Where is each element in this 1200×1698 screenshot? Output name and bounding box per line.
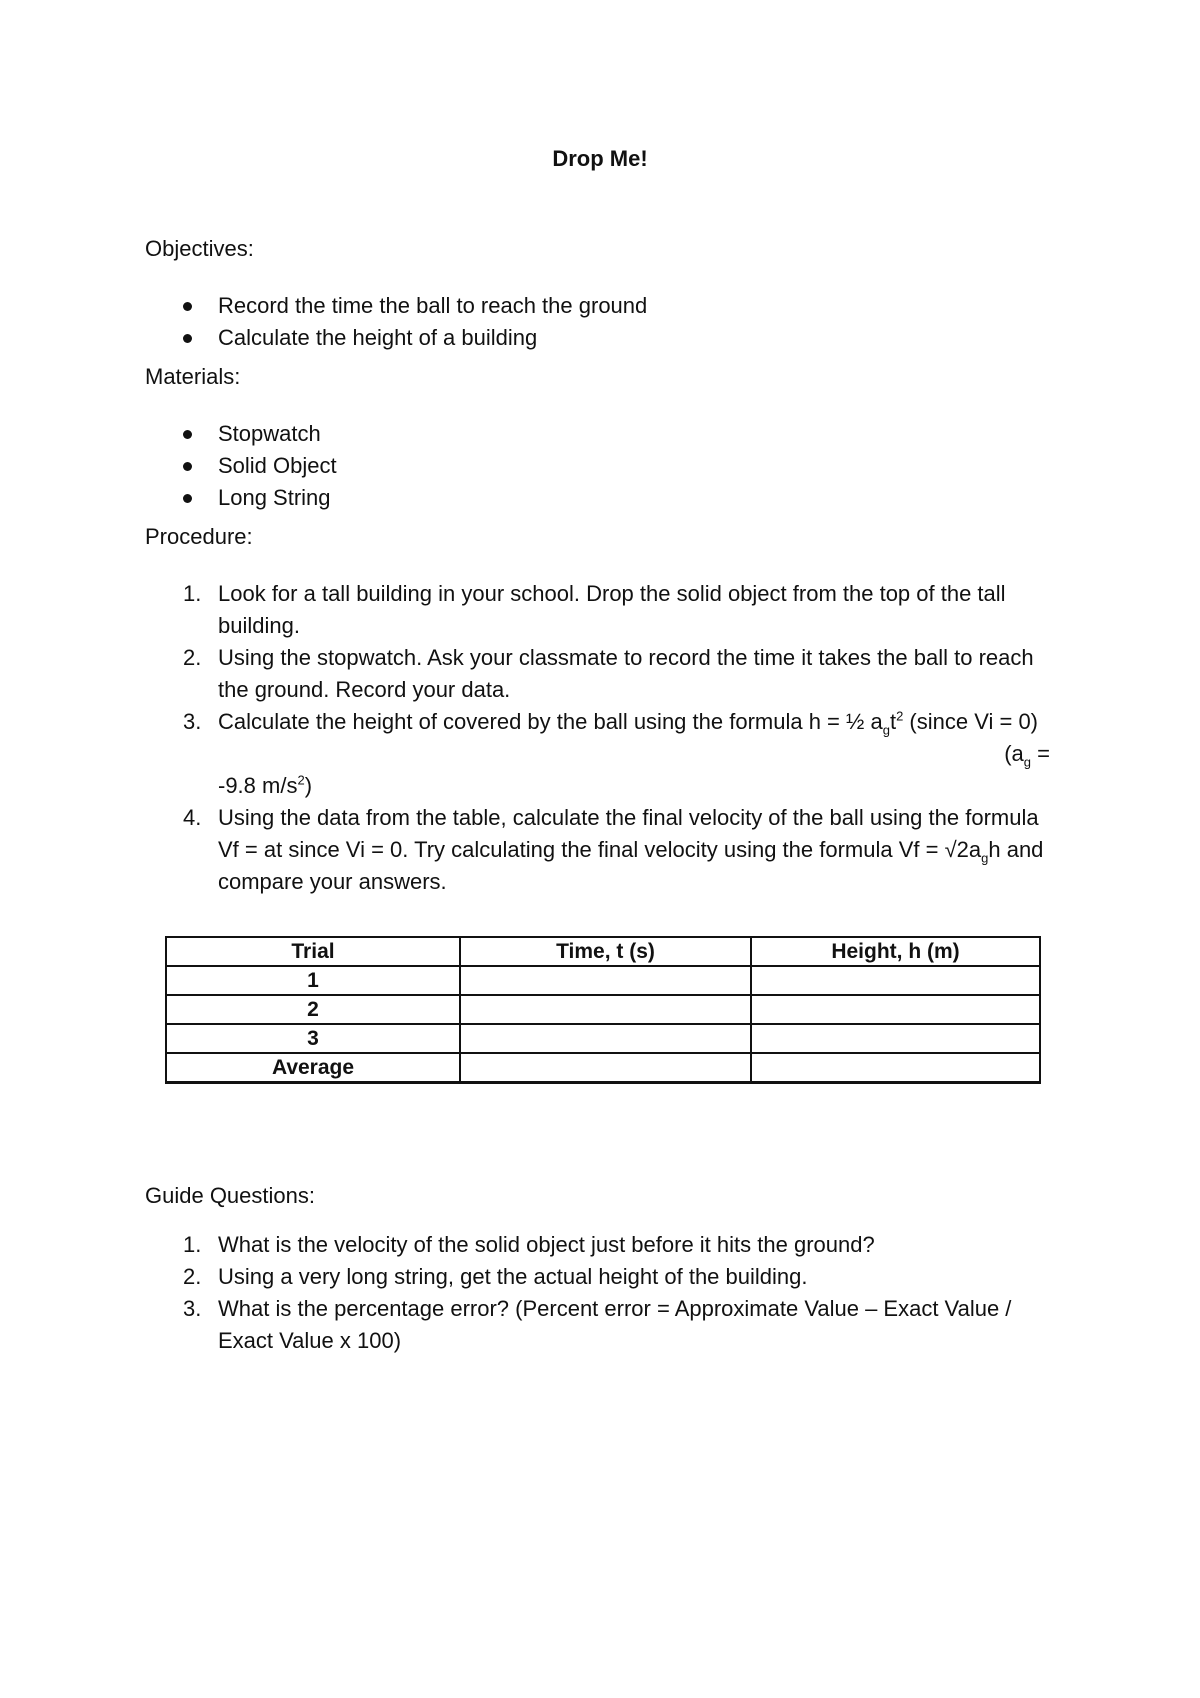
list-item: Long String — [145, 482, 1050, 514]
guide-question-1: 1. What is the velocity of the solid object just before it hits the ground? — [183, 1232, 875, 1257]
trial-cell: 1 — [166, 966, 460, 995]
list-item: Solid Object — [145, 450, 1050, 482]
bullet-icon — [183, 494, 192, 503]
procedure-step-4: 4. Using the data from the table, calculate the final velocity of the ball using the formula Vf = at since Vi = 0. Try calculating the final velocity using the formula $Vf = √2a_gh$ and compare your answers. — [183, 805, 1044, 894]
height-cell[interactable] — [751, 966, 1040, 995]
trial-cell: Average — [166, 1053, 460, 1083]
list-item: Record the time the ball to reach the ground — [145, 290, 1050, 322]
objectives-list — [145, 290, 1050, 354]
page-title: Drop Me! — [552, 146, 648, 171]
guide-questions-list — [145, 1229, 1050, 1357]
column-header-height: Height, h (m) — [751, 937, 1040, 966]
procedure-list — [145, 578, 1050, 898]
bullet-icon — [183, 462, 192, 471]
trial-cell: 2 — [166, 995, 460, 1024]
procedure-step-3: 3. Calculate the height of covered by the ball using the formula h = ½ $a_gt^2$ (since Vi = 0) ($a_g$ = -9.8 $m/s^2$) — [183, 708, 1050, 798]
trial-cell: 3 — [166, 1024, 460, 1053]
bullet-icon — [183, 302, 192, 311]
bullet-icon — [183, 334, 192, 343]
height-cell[interactable] — [751, 1053, 1040, 1083]
column-header-time: Time, t (s) — [460, 937, 751, 966]
guide-question-2: 2. Using a very long string, get the actual height of the building. — [183, 1264, 808, 1289]
time-cell[interactable] — [460, 966, 751, 995]
height-cell[interactable] — [751, 1024, 1040, 1053]
procedure-step-2: 2. Using the stopwatch. Ask your classmate to record the time it takes the ball to reach the ground. Record your data. — [183, 645, 1034, 702]
list-item: Stopwatch — [145, 418, 1050, 450]
time-cell[interactable] — [460, 1024, 751, 1053]
materials-list — [145, 418, 1050, 514]
time-cell[interactable] — [460, 995, 751, 1024]
table-row — [166, 966, 1040, 995]
guide-question-3: 3. What is the percentage error? (Percent error = Approximate Value – Exact Value / Exact Value x 100) — [183, 1296, 1012, 1353]
column-header-trial: Trial — [166, 937, 460, 966]
data-table — [165, 936, 1041, 1084]
bullet-icon — [183, 430, 192, 439]
table-row — [166, 1024, 1040, 1053]
procedure-step-1: 1. Look for a tall building in your school. Drop the solid object from the top of the tall building. — [183, 581, 1006, 638]
time-cell[interactable] — [460, 1053, 751, 1083]
procedure-heading: Procedure: — [145, 524, 253, 549]
table-header-row — [166, 937, 1040, 966]
table-row — [166, 995, 1040, 1024]
list-item: Calculate the height of a building — [145, 322, 1050, 354]
objectives-heading: Objectives: — [145, 236, 254, 261]
table-row-average — [166, 1053, 1040, 1083]
materials-heading: Materials: — [145, 364, 241, 389]
height-cell[interactable] — [751, 995, 1040, 1024]
guide-questions-heading: Guide Questions: — [145, 1183, 315, 1208]
